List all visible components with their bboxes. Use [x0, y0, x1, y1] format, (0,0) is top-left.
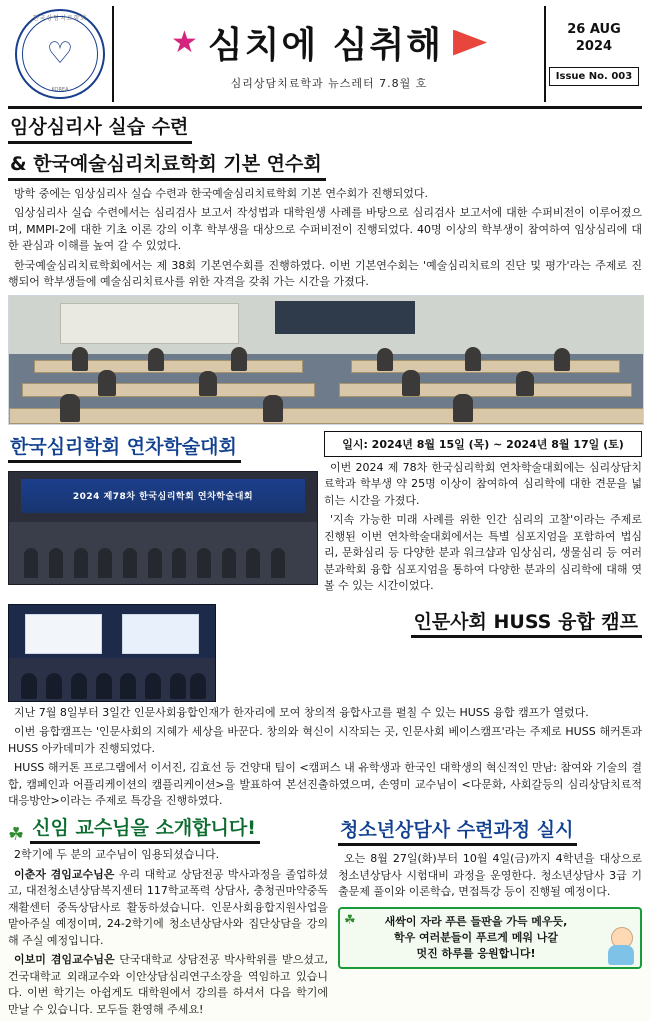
section2-right-column [324, 429, 642, 598]
section1-title-line1: 임상심리사 실습 수련 [8, 115, 192, 144]
star-icon: ★ [171, 28, 198, 58]
masthead [8, 6, 642, 109]
conference-banner-text: 2024 제78차 한국심리학회 연차학술대회 [21, 479, 304, 513]
section-new-professors [8, 816, 328, 1021]
section-clinical-training [8, 109, 642, 425]
logo-ring [15, 9, 105, 99]
section5-title: 청소년상담사 수련과정 실시 [338, 818, 577, 847]
professor-1-text: 우리 대학교 상담전공 박사과정을 졸업하셨고, 대전청소년상담복지센터 117학교폭력 상담사, 충청권마약중독재활센터 중독상담사로 활동하셨습니다. 인문사회융합지원사업을 맡아주실 예정이며, 24-2학기에 청소년상담사와 집단상담을 강의해 주실 예정입니다. [8, 868, 328, 947]
huss-camp-photo [8, 604, 216, 702]
conference-photo [8, 471, 318, 585]
lecture-room-photo [8, 295, 644, 425]
issue-date [567, 22, 621, 55]
issue-date-day: 26 AUG [567, 22, 621, 38]
section-huss-camp [8, 604, 642, 702]
section3-paragraph-2: 이번 융합캠프는 '인문사회의 지혜가 세상을 바꾼다. 창의와 혁신이 시작되는 곳, 인문사회 베이스캠프'라는 주제로 HUSS 해커톤과 HUSS 아카데미가 진행되었다. [8, 724, 642, 757]
bottom-columns [8, 816, 642, 1021]
professor-2-name: 이보미 겸임교수님은 [14, 953, 115, 966]
section1-title-line2: & 한국예술심리치료학회 기본 연수회 [8, 152, 326, 181]
section4-title: 신임 교수님을 소개합니다! [30, 816, 260, 845]
footer-banner-line-3: 멋진 하루를 응원합니다! [346, 946, 606, 962]
masthead-meta [546, 6, 642, 102]
footer-banner-line-2: 학우 여러분들이 푸르게 메워 나갈 [346, 930, 606, 946]
subtitle: 심리상담치료학과 뉴스레터 7.8월 호 [231, 75, 428, 91]
section2-paragraph-1: 이번 2024 제 78차 한국심리학회 연차학술대회에는 심리상담치료학과 학부생 약 25명 이상이 참여하여 심리학에 대한 견문을 넓히는 시간을 가졌다. [324, 460, 642, 510]
logo-top-text: 한국상담치료학회 [17, 13, 103, 22]
section-annual-conference [8, 429, 642, 598]
section4-intro: 2학기에 두 분의 교수님이 임용되셨습니다. [8, 847, 328, 864]
section1-paragraph-2: 임상심리사 실습 수련에서는 심리검사 보고서 작성법과 대학원생 사례를 바탕으로 심리검사 보고서에 대한 수퍼비전이 이루어졌으며, MMPI-2에 대한 기초 이론 강의 이후 학부생을 대상으로 수퍼비전이 진행되었다. 40명 이상의 학부생이 참여하여 임상심리에 대한 관심과 이해를 높여 갈 수 있었다. [8, 205, 642, 255]
issue-date-year: 2024 [567, 39, 621, 55]
section2-left-column [8, 429, 316, 598]
professor-2 [8, 952, 328, 1018]
section2-paragraph-2: '지속 가능한 미래 사례를 위한 인간 심리의 고찰'이라는 주제로 진행된 이번 연차학술대회에서는 특별 심포지엄을 포함하여 법심리, 문화심리 등 다양한 분과 워크샵과 임상심리, 생물심리 등 여러 분과학회 융합 심포지엄을 통하여 다양한 분과의 심리학에 대해 엿볼 수 있는 시간이었다. [324, 512, 642, 595]
title-row [171, 17, 487, 68]
section2-date-bar: 일시: 2024년 8월 15일 (목) ~ 2024년 8월 17일 (토) [324, 431, 642, 457]
section1-paragraph-3: 한국예술심리치료학회에서는 제 38회 기본연수회를 진행하였다. 이번 기본연수회는 '예술심리치료의 진단 및 평가'라는 주제로 진행되어 학부생들에 예술심리치료사를 위한 자격을 갖춰 가는 시간을 가졌다. [8, 258, 642, 291]
section4-title-row [8, 816, 328, 845]
section-youth-counselor [338, 816, 642, 1021]
section3-body [8, 705, 642, 810]
logo-bottom-text: KOREA [17, 87, 103, 93]
title-block [112, 6, 546, 102]
logo [8, 6, 112, 102]
section5-paragraph-1: 오는 8월 27일(화)부터 10월 4일(금)까지 4학년을 대상으로 청소년상담사 시험대비 과정을 운영한다. 청소년상담사 3급 기출문제 풀이와 이론학습, 면접특강 등이 진행될 예정이다. [338, 851, 642, 901]
professor-1-name: 이춘자 겸임교수님은 [14, 868, 114, 881]
section3-paragraph-3: HUSS 해커톤 프로그램에서 이서진, 김효선 등 건양대 팀이 <캠퍼스 내 유학생과 한국인 대학생의 혁신적인 만남: 참여와 기술의 결합, 캠페인과 어플리케이션의 캠플리케이션>을 발표하여 본선진출하였으며, 손영미 교수님이 <다문화, 사회갈등의 심리상담치료적 대응방안>이라는 주제로 특강을 진행하였다. [8, 760, 642, 810]
professor-1 [8, 867, 328, 950]
footer-banner-line-1: 새싹이 자라 푸른 들판을 가득 메우듯, [346, 914, 606, 930]
section3-title-wrap [222, 604, 642, 702]
clover-icon: ☘ [344, 913, 356, 928]
person-illustration [606, 927, 636, 965]
clover-icon: ☘ [8, 826, 24, 844]
section1-paragraph-1: 방학 중에는 임상심리사 실습 수련과 한국예술심리치료학회 기본 연수회가 진행되었다. [8, 186, 642, 203]
footer-banner [338, 907, 642, 969]
issue-number: Issue No. 003 [549, 67, 639, 86]
section3-left-column [8, 604, 214, 702]
page-title: 심치에 심취해 [208, 17, 443, 68]
section3-title: 인문사회 HUSS 융합 캠프 [411, 610, 642, 639]
section3-paragraph-1: 지난 7월 8일부터 3일간 인문사회융합인재가 한자리에 모여 창의적 융합사고를 펼칠 수 있는 HUSS 융합 캠프가 열렸다. [8, 705, 642, 722]
watermelon-icon [453, 30, 487, 56]
professor-2-text: 단국대학교 상담전공 박사학위를 받으셨고, 건국대학교 외래교수와 이안상담심리연구소장을 역임하고 있습니다. 이번 학기는 아쉽게도 대학원에서 강의를 하셔서 다음 학기에 만날 수 있습니다. 모두들 환영해 주세요! [8, 953, 328, 1016]
heart-icon: ♡ [47, 39, 74, 69]
section2-title: 한국심리학회 연차학술대회 [8, 435, 241, 464]
